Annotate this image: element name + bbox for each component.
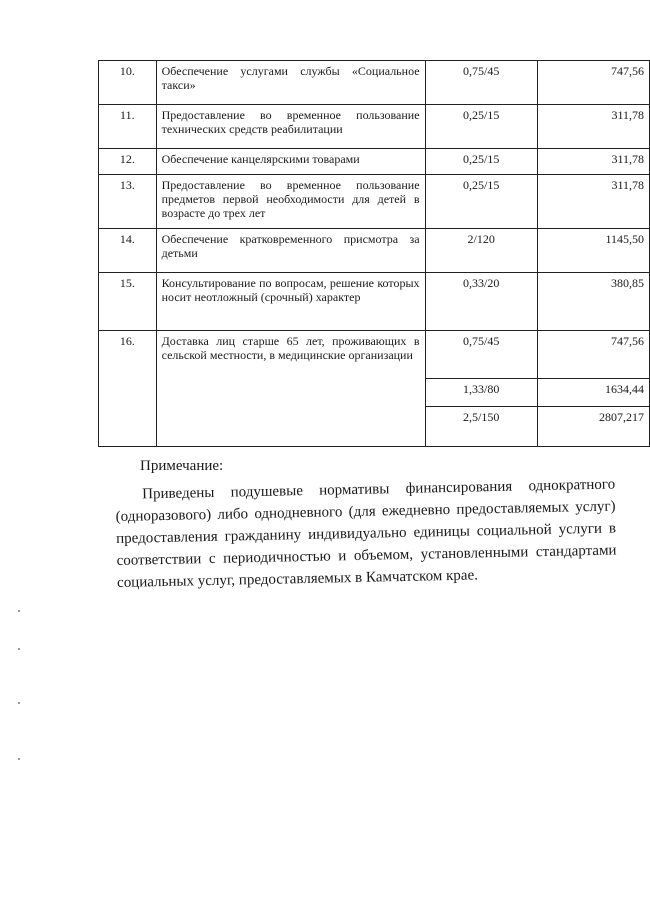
price-value: 747,56	[537, 61, 649, 105]
service-name: Обеспечение кратковременного присмотра за детьми	[156, 229, 425, 273]
row-number: 14.	[99, 229, 157, 273]
norm-value: 2,5/150	[425, 407, 537, 447]
price-value: 1145,50	[537, 229, 649, 273]
norm-value: 0,75/45	[425, 61, 537, 105]
table-row	[99, 175, 650, 229]
row-number: 10.	[99, 61, 157, 105]
price-value: 380,85	[537, 273, 649, 331]
norm-value: 0,25/15	[425, 149, 537, 175]
norm-value: 2/120	[425, 229, 537, 273]
service-name: Обеспечение канцелярскими товарами	[156, 149, 425, 175]
norm-value: 0,25/15	[425, 175, 537, 229]
row-number: 16.	[99, 331, 157, 447]
service-name: Консультирование по вопросам, решение которых носит неотложный (срочный) характер	[156, 273, 425, 331]
table-row	[99, 273, 650, 331]
scan-dot	[18, 702, 20, 704]
price-value: 311,78	[537, 105, 649, 149]
row-number: 12.	[99, 149, 157, 175]
norm-value: 0,33/20	[425, 273, 537, 331]
service-name: Доставка лиц старше 65 лет, проживающих в сельской местности, в медицинские организации	[156, 331, 425, 447]
service-name: Предоставление во временное пользование технических средств реабилитации	[156, 105, 425, 149]
scan-dot	[18, 610, 20, 612]
service-name: Обеспечение услугами службы «Социальное такси»	[156, 61, 425, 105]
services-table	[98, 60, 650, 447]
table-row	[99, 149, 650, 175]
price-value: 1634,44	[537, 379, 649, 407]
table-row	[99, 105, 650, 149]
row-number: 15.	[99, 273, 157, 331]
norm-value: 0,25/15	[425, 105, 537, 149]
note-text: Приведены подушевые нормативы финансирования однократного (одноразового) либо однодневного (для ежедневно предоставляемых услуг) предоставления гражданину индивидуально единицы социальной услуги в соответствии с периодичностью и объемом, установленными стандартами социальных услуг, предоставляемых в Камчатском крае.	[115, 476, 617, 591]
services-table-body	[99, 61, 650, 447]
scan-dot	[18, 648, 20, 650]
service-name: Предоставление во временное пользование предметов первой необходимости для детей в возрасте до трех лет	[156, 175, 425, 229]
table-row	[99, 229, 650, 273]
note-title: Примечание:	[140, 458, 224, 474]
scan-dot	[18, 758, 20, 760]
row-number: 13.	[99, 175, 157, 229]
price-value: 311,78	[537, 175, 649, 229]
table-row	[99, 331, 650, 379]
price-value: 747,56	[537, 331, 649, 379]
norm-value: 1,33/80	[425, 379, 537, 407]
price-value: 2807,217	[537, 407, 649, 447]
price-value: 311,78	[537, 149, 649, 175]
table-row	[99, 61, 650, 105]
norm-value: 0,75/45	[425, 331, 537, 379]
row-number: 11.	[99, 105, 157, 149]
